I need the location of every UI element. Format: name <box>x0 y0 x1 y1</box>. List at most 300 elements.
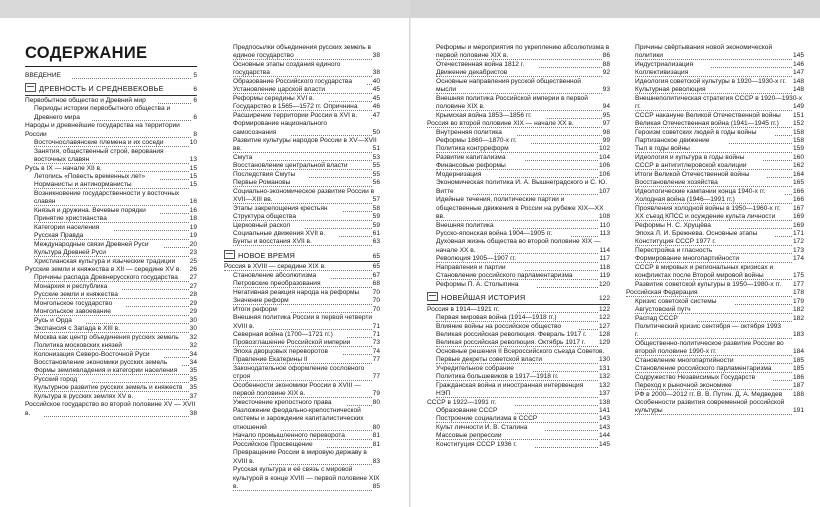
toc-entry-page: 71 <box>372 322 380 330</box>
toc-entry-title: СССР накануне Великой Отечественной войны <box>635 112 799 119</box>
toc-entry-title: Идеологические кампании конца 1940-х гг. <box>635 188 784 195</box>
toc-entry-title: Конституция СССР 1977 г. <box>635 238 734 245</box>
toc-column-2 <box>224 44 380 492</box>
toc-entry-page: 81 <box>372 440 380 448</box>
toc-entry <box>427 95 610 112</box>
toc-entry-title: Монгольское государство <box>34 300 126 307</box>
toc-entry-title: Последствия Смуты <box>233 171 309 178</box>
toc-entry-page: 6 <box>193 86 197 94</box>
toc-entry-title: Массовые репрессии <box>436 432 520 439</box>
castle-icon <box>25 83 36 92</box>
dot-leader <box>436 422 610 423</box>
toc-entry <box>224 103 380 111</box>
toc-entry <box>626 365 804 373</box>
toc-entry-title: Принятие христианства <box>34 215 121 222</box>
toc-entry-title: Политика московских князей <box>34 342 136 349</box>
toc-entry-page: 94 <box>602 103 610 111</box>
toc-entry-title: Летопись «Повесть временных лет» <box>34 173 159 180</box>
toc-entry-title: Российская Федерация <box>626 289 716 296</box>
toc-entry-page: 15 <box>189 181 197 189</box>
toc-entry-page: 99 <box>602 136 610 144</box>
toc-column-1 <box>25 72 197 418</box>
toc-entry-page: 93 <box>602 86 610 94</box>
toc-entry-page: 29 <box>189 299 197 307</box>
toc-entry-title: Бунты и восстания XVII в. <box>233 238 326 245</box>
toc-entry-title: Основные этапы создания единого государства <box>233 60 341 77</box>
toc-entry-page: 20 <box>189 240 197 248</box>
toc-entry-page: 70 <box>372 297 380 305</box>
toc-entry-title: Этапы закрепощения крестьян <box>233 205 342 212</box>
toc-entry-page: 46 <box>372 103 380 111</box>
toc-entry-page: 106 <box>598 162 610 170</box>
toc-entry <box>427 264 610 272</box>
book-icon <box>224 250 235 259</box>
toc-entry-title: Колонизация Северо-Восточной Руси <box>34 351 164 358</box>
toc-entry-page: 58 <box>372 204 380 212</box>
toc-entry-page: 186 <box>792 373 804 381</box>
toc-entry-title: Революция 1905—1907 гг. <box>436 255 534 262</box>
toc-entry-page: 81 <box>372 432 380 440</box>
toc-entry-page: 184 <box>792 348 804 356</box>
toc-entry-page: 172 <box>792 238 804 246</box>
toc-entry-title: Реформы П. А. Столыпина <box>436 281 536 288</box>
toc-entry-page: 102 <box>598 145 610 153</box>
toc-entry-page: 110 <box>599 221 610 229</box>
toc-entry-title: Реформы 1860—1870-х гг. <box>436 137 531 144</box>
toc-entry-title: Категории населения <box>34 224 113 231</box>
toc-entry-title: РФ в 2000—2012 гг. В. В. Путин. Д. А. Медведев <box>635 391 800 398</box>
toc-entry-title: Конституция СССР 1936 г. <box>436 441 535 448</box>
dot-leader <box>233 245 380 246</box>
toc-entry-page: 45 <box>372 94 380 102</box>
toc-entry-title: Развитие культуры народов России в XV—XVII вв. <box>233 136 377 153</box>
toc-entry-page: 38 <box>372 52 380 60</box>
toc-entry <box>626 213 804 221</box>
toc-entry-title: Влияние войны на российское общество <box>436 323 579 330</box>
toc-entry-title: Перестройка и гласность <box>635 247 730 254</box>
toc-entry-page: 47 <box>372 111 380 119</box>
toc-entry-title: Международные связи Древней Руси <box>34 241 163 248</box>
toc-entry <box>626 238 804 246</box>
dot-leader <box>233 59 380 60</box>
toc-entry <box>25 334 197 342</box>
toc-entry-title: Россия во второй половине XIX — начале XX в. <box>427 120 588 127</box>
toc-entry <box>25 325 197 333</box>
toc-entry <box>25 122 197 139</box>
toc-entry-page: 55 <box>372 170 380 178</box>
toc-entry-title: Москва как центр объединения русских земель <box>34 334 193 341</box>
toc-entry <box>25 274 197 282</box>
toc-column-3 <box>427 44 610 449</box>
toc-entry-page: 23 <box>189 249 197 257</box>
toc-entry-title: Холодная война (1946—1991 гг.) <box>635 196 753 203</box>
toc-entry-page: 40 <box>372 77 380 85</box>
toc-entry-page: 183 <box>792 331 804 339</box>
toc-entry-title: Россия в XVIII — середине XIX в. <box>224 263 340 270</box>
toc-entry <box>224 356 380 364</box>
toc-entry <box>224 44 380 61</box>
toc-entry-page: 182 <box>792 306 804 314</box>
toc-entry <box>427 129 610 137</box>
toc-entry <box>25 342 197 350</box>
toc-entry-title: Формирование национального самосознания <box>233 120 328 136</box>
toc-entry-page: 143 <box>598 415 610 423</box>
toc-entry-title: Занятия, общественный строй, верования восточных славян <box>34 147 164 164</box>
toc-entry-page: 16 <box>189 198 197 206</box>
toc-entry-page: 137 <box>598 390 610 398</box>
dot-leader <box>233 152 380 153</box>
dot-leader <box>233 346 380 347</box>
toc-entry <box>626 357 804 365</box>
toc-entry-page: 45 <box>372 86 380 94</box>
toc-entry-title: Социальные движения XVII в. <box>233 230 339 237</box>
toc-entry <box>427 44 610 61</box>
toc-entry-title: Причины распада Древнерусского государства <box>34 274 192 281</box>
toc-entry <box>224 297 380 305</box>
toc-entry <box>427 306 610 314</box>
toc-entry-title: Общественно-политическое развитие России во второй половине 1990-х гг. <box>635 339 784 356</box>
toc-entry <box>626 340 804 357</box>
toc-entry-title: Реформы и мероприятия по укреплению абсолютизма в первой половине XIX в. <box>436 44 610 60</box>
toc-entry-title: Российское Просвещение <box>233 441 327 448</box>
toc-entry-page: 65 <box>372 263 380 271</box>
toc-entry-title: Русь и Орда <box>34 317 86 324</box>
toc-entry-title: Реформы середины XVI в. <box>233 95 328 102</box>
toc-entry-page: 144 <box>598 432 610 440</box>
toc-entry <box>25 367 197 375</box>
toc-entry-page: 146 <box>792 60 804 68</box>
book-gutter <box>409 18 411 507</box>
toc-entry-title: Направления и партии <box>436 264 524 271</box>
dot-leader <box>436 152 610 153</box>
dot-leader <box>635 414 804 415</box>
toc-entry-page: 74 <box>372 347 380 355</box>
toc-entry-page: 71 <box>372 330 380 338</box>
toc-entry <box>224 466 380 491</box>
toc-entry <box>224 399 380 407</box>
toc-entry-title: НОВЕЙШАЯ ИСТОРИЯ <box>441 293 543 302</box>
toc-entry <box>25 384 197 392</box>
toc-entry-page: 148 <box>792 86 804 94</box>
toc-entry-page: 85 <box>372 483 380 491</box>
toc-entry <box>25 148 197 165</box>
toc-entry-page: 25 <box>189 257 197 265</box>
toc-entry <box>427 339 610 347</box>
toc-entry-title: Индустриализация <box>635 61 711 68</box>
toc-entry-title: Учредительное собрание <box>436 365 532 372</box>
toc-entry-page: 5 <box>193 72 197 79</box>
toc-entry-title: Северная война (1700—1721 гг.) <box>233 331 347 338</box>
toc-entry <box>427 255 610 263</box>
toc-entry-page: 92 <box>602 69 610 77</box>
toc-entry-page: 77 <box>372 356 380 364</box>
toc-entry <box>626 196 804 204</box>
toc-entry <box>224 280 380 288</box>
toc-entry-page: 80 <box>372 398 380 406</box>
toc-entry-page: 187 <box>792 382 804 390</box>
dot-leader <box>25 416 197 417</box>
toc-entry-title: XX съезд КПСС и осуждение культа личности <box>635 213 793 220</box>
toc-entry <box>224 382 380 399</box>
toc-entry-title: Монгольское завоевание <box>34 308 125 315</box>
toc-entry-title: Русские земли и княжества в XII — середине XV в. <box>25 266 195 273</box>
toc-entry-page: 86 <box>602 52 610 60</box>
toc-entry-page: 65 <box>372 252 380 260</box>
toc-entry-title: Идейные течения, политические партии и общественные движения в России на рубеже XIX—XX вв. <box>436 196 604 221</box>
toc-entry <box>427 390 610 398</box>
toc-entry <box>427 238 610 255</box>
toc-entry-page: 59 <box>372 221 380 229</box>
toc-entry <box>224 306 380 314</box>
toc-entry-page: 167 <box>792 204 804 212</box>
toc-entry-page: 77 <box>372 373 380 381</box>
toc-entry-page: 18 <box>189 215 197 223</box>
toc-entry <box>25 241 197 249</box>
toc-entry-page: 169 <box>792 213 804 221</box>
toc-entry-title: Первые Романовы <box>233 179 304 186</box>
toc-entry <box>224 205 380 213</box>
toc-entry-title: Превращение России в мировую державу в XVIII в. <box>233 449 367 465</box>
toc-entry-page: 98 <box>602 128 610 136</box>
toc-entry-title: Внешняя политика Российской империи в первой половине XIX в. <box>436 94 588 111</box>
toc-entry-title: Периоды истории первобытного общества и Древнего мира <box>34 105 171 121</box>
toc-entry-title: Восточнославянские племена и их соседи <box>34 139 178 146</box>
toc-entry <box>25 207 197 215</box>
toc-entry-title: Переход к рыночной экономике <box>635 382 750 389</box>
toc-entry-page: 95 <box>602 111 610 119</box>
toc-entry-title: Негативная реакция народа на реформы <box>233 289 373 296</box>
toc-entry-title: ВВЕДЕНИЕ <box>25 72 72 79</box>
toc-entry-title: Установление царской власти <box>233 86 339 93</box>
toc-entry-title: Культура Древней Руси <box>34 249 120 256</box>
toc-entry-title: СССР в антигитлеровской коалиции <box>635 162 765 169</box>
toc-entry-page: 50 <box>372 128 380 136</box>
toc-entry-page: 27 <box>189 274 197 282</box>
toc-entry-page: 30 <box>189 316 197 324</box>
toc-entry <box>427 365 610 373</box>
toc-entry-page: 159 <box>792 145 804 153</box>
toc-entry-page: 73 <box>372 339 380 347</box>
toc-entry <box>224 162 380 170</box>
toc-entry-page: 129 <box>598 339 610 347</box>
dot-leader <box>427 304 610 305</box>
toc-entry-page: 158 <box>792 128 804 136</box>
toc-entry <box>427 323 610 331</box>
toc-entry-page: 68 <box>372 280 380 288</box>
toc-entry-page: 79 <box>372 390 380 398</box>
toc-entry-page: 148 <box>792 77 804 85</box>
toc-entry-title: Развитие советской культуры в 1950—1980-х гг. <box>635 281 799 288</box>
toc-entry <box>427 415 610 423</box>
toc-entry-title: Формирование многопартийности <box>635 255 757 262</box>
toc-entry-title: Реформы Н. С. Хрущёва <box>635 222 729 229</box>
toc-entry-page: 160 <box>792 153 804 161</box>
toc-entry-title: Политика контрреформ <box>436 145 527 152</box>
toc-entry-title: СССР в 1922—1991 гг. <box>427 399 514 406</box>
toc-entry-page: 127 <box>598 322 610 330</box>
toc-entry-page: 97 <box>602 120 610 128</box>
toc-entry-page: 59 <box>372 213 380 221</box>
toc-entry-page: 6 <box>193 113 197 121</box>
toc-entry-page: 35 <box>189 367 197 375</box>
toc-entry-title: Расширение территории России в XVI в. <box>233 112 371 119</box>
toc-entry <box>427 399 610 407</box>
toc-entry-title: Становление российского парламентаризма <box>436 272 591 279</box>
toc-entry <box>224 339 380 347</box>
toc-entry-title: Развитие капитализма <box>436 154 524 161</box>
toc-entry-title: Русский город <box>34 376 91 383</box>
toc-entry <box>427 112 610 120</box>
toc-entry-page: 131 <box>598 364 610 372</box>
toc-entry-title: Духовная жизнь общества во второй половине XIX — начале XX в. <box>436 238 601 254</box>
toc-entry <box>427 382 610 390</box>
toc-entry-page: 29 <box>189 308 197 316</box>
toc-entry-title: Великая российская революция. Октябрь 1917 г. <box>436 339 603 346</box>
toc-entry-title: Итоги Великой Отечественной войны <box>635 171 767 178</box>
toc-entry-page: 122 <box>598 314 610 322</box>
toc-entry <box>224 449 380 466</box>
toc-entry-title: Норманисты и антинорманисты <box>34 181 146 188</box>
toc-entry <box>25 105 197 122</box>
toc-entry-page: 32 <box>189 342 197 350</box>
toc-entry <box>224 171 380 179</box>
toc-section-heading <box>224 250 380 261</box>
toc-entry-title: Становление российского парламентаризма <box>635 365 790 372</box>
toc-entry-title: Причины свёртывания новой экономической политики <box>635 44 773 60</box>
toc-entry-page: 132 <box>598 381 610 389</box>
toc-entry-page: 179 <box>792 297 804 305</box>
toc-entry <box>25 224 197 232</box>
dot-leader <box>34 281 197 282</box>
toc-entry-page: 80 <box>372 423 380 431</box>
toc-entry-title: Внутренняя политика <box>436 129 516 136</box>
toc-entry-page: 182 <box>792 314 804 322</box>
toc-entry-page: 152 <box>792 120 804 128</box>
toc-entry-page: 122 <box>598 305 610 313</box>
toc-entry-page: 166 <box>792 187 804 195</box>
toc-entry-page: 191 <box>792 407 804 415</box>
toc-entry-page: 51 <box>372 145 380 153</box>
toc-entry-title: Социально-экономическое развитие России в XVII—XIII вв. <box>233 187 375 204</box>
toc-entry-title: СССР в мировых и региональных кризисах и конфликтах после Второй мировой войны <box>635 264 782 279</box>
toc-entry-title: Россия в 1914—1921 гг. <box>427 306 517 313</box>
toc-entry <box>626 281 804 289</box>
toc-entry-page: 30 <box>189 325 197 333</box>
toc-entry <box>224 407 380 432</box>
toc-entry <box>626 315 804 323</box>
toc-entry-page: 130 <box>598 356 610 364</box>
toc-entry-title: Русь в IX — начале XII в. <box>25 165 116 172</box>
toc-entry-title: Августовский путч <box>635 306 709 313</box>
toc-entry-page: 147 <box>792 69 804 77</box>
toc-entry-title: Разложение феодально-крепостнической системы и зарождение капиталистических отношений <box>233 407 364 431</box>
toc-entry <box>25 165 197 173</box>
toc-entry <box>427 432 610 440</box>
toc-entry-title: Значение реформ <box>233 297 303 304</box>
toc-entry <box>224 95 380 103</box>
toc-entry <box>626 129 804 137</box>
toc-entry-page: 61 <box>372 229 380 237</box>
toc-entry-title: Князья и дружина. Вечевые порядки <box>34 207 160 214</box>
toc-entry-title: Внешняя политика России в первой четверти XVIII в. <box>233 314 373 330</box>
toc-entry <box>626 264 804 281</box>
toc-entry-title: Тыл в годы войны <box>635 145 708 152</box>
toc-entry-page: 173 <box>792 246 804 254</box>
toc-entry <box>626 289 804 297</box>
rifle-icon <box>427 292 438 301</box>
toc-entry <box>626 255 804 263</box>
toc-entry-title: Восстановление экономики русских земель <box>34 359 181 366</box>
toc-entry-page: 56 <box>372 179 380 187</box>
toc-entry <box>25 258 197 266</box>
page-title: СОДЕРЖАНИЕ <box>25 44 148 62</box>
toc-entry <box>224 263 380 271</box>
toc-entry <box>427 272 610 280</box>
toc-entry <box>25 393 197 401</box>
toc-entry <box>626 171 804 179</box>
toc-entry <box>25 232 197 240</box>
toc-entry-title: НЭП <box>436 390 468 397</box>
toc-entry-page: 145 <box>792 52 804 60</box>
toc-entry <box>427 222 610 230</box>
toc-entry-title: Становление абсолютизма <box>233 272 330 279</box>
toc-entry-page: 35 <box>189 375 197 383</box>
toc-entry <box>626 188 804 196</box>
toc-entry-title: Политика большевиков в 1917—1918 гг. <box>436 373 577 380</box>
toc-entry-title: Внешняя политика <box>436 222 512 229</box>
toc-entry <box>626 44 804 61</box>
dot-leader <box>34 188 197 189</box>
toc-entry-page: 6 <box>193 96 197 104</box>
toc-entry <box>626 222 804 230</box>
toc-entry <box>626 298 804 306</box>
dot-leader <box>233 490 380 491</box>
toc-entry-title: Эпоха дворцовых переворотов <box>233 348 342 355</box>
toc-entry-page: 70 <box>372 305 380 313</box>
toc-entry-page: 185 <box>792 365 804 373</box>
toc-entry <box>224 432 380 440</box>
toc-entry-title: Законодательное оформление сословного строя <box>233 364 365 381</box>
toc-entry-page: 63 <box>372 238 380 246</box>
toc-entry-title: Смута <box>233 154 266 161</box>
toc-entry-page: 128 <box>598 330 610 338</box>
toc-entry-page: 171 <box>792 229 804 237</box>
toc-entry <box>25 401 197 418</box>
toc-entry-title: Восстановление центральной власти <box>233 162 362 169</box>
toc-entry-title: Партизанское движение <box>635 137 728 144</box>
toc-entry <box>224 238 380 246</box>
toc-entry <box>224 120 380 137</box>
toc-entry-title: Народы и древнейшие государства на территории России <box>25 122 180 138</box>
toc-entry <box>427 196 610 221</box>
dot-leader <box>34 374 197 375</box>
toc-entry-page: 120 <box>598 280 610 288</box>
toc-entry-page: 162 <box>792 162 804 170</box>
toc-entry-title: Начало промышленного переворота <box>233 432 359 439</box>
toc-entry-title: Формы землевладения и категории населения <box>34 367 191 374</box>
toc-entry <box>427 162 610 170</box>
toc-entry <box>427 373 610 381</box>
toc-entry-page: 185 <box>792 356 804 364</box>
toc-entry <box>224 188 380 205</box>
toc-entry <box>224 272 380 280</box>
toc-entry-title: Первобытное общество и Древний мир <box>25 97 157 104</box>
toc-entry-title: Крымская война 1853—1856 гг. <box>436 112 546 119</box>
toc-entry-title: Идеология советской культуры в 1920—1930-х гг. <box>635 78 804 85</box>
toc-entry-title: Русская культура и её связь с мировой культурой в конце XVIII — первой половине XIX в. <box>233 466 380 491</box>
scanner-band <box>0 0 820 18</box>
toc-entry-title: Культура в русских землях XV в. <box>34 393 147 400</box>
